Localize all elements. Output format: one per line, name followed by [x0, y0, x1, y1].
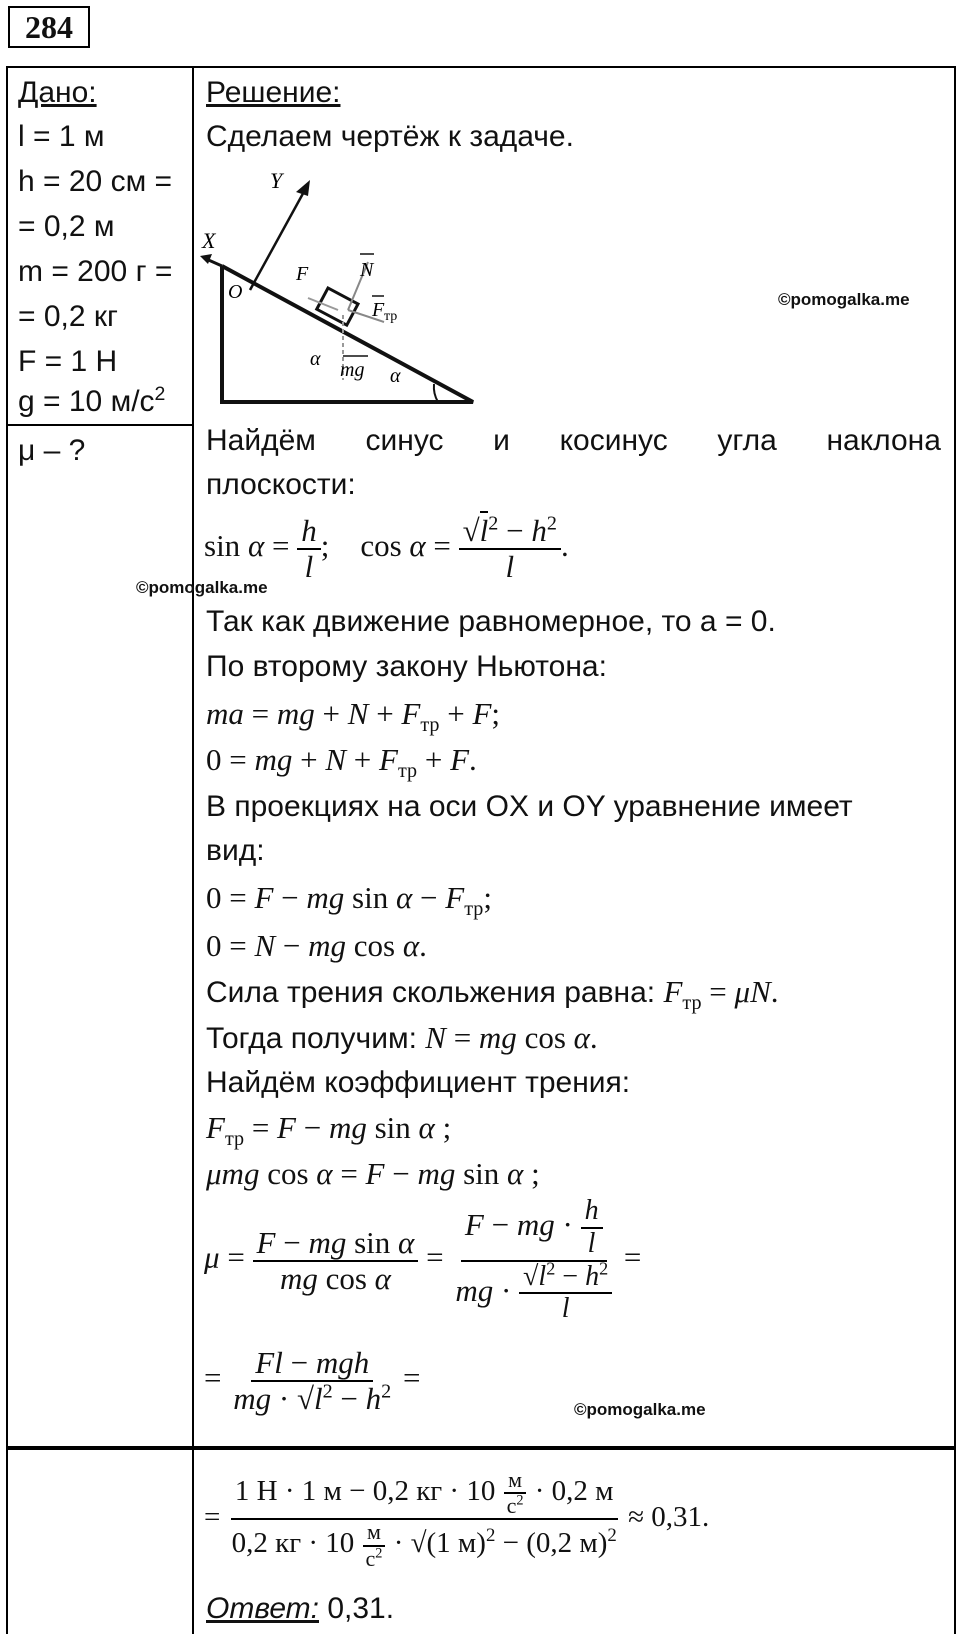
inclined-plane-diagram — [198, 170, 498, 410]
find-quantity: μ – ? — [18, 434, 86, 467]
given-title: Дано: — [18, 76, 97, 109]
table-border-right — [954, 66, 956, 1634]
given-line-3: = 0,2 м — [18, 210, 115, 243]
given-line-5: = 0,2 кг — [18, 300, 118, 333]
problem-number: 284 — [8, 6, 90, 48]
equation-newton: ma = mg + $N + F_{тр} + F$; — [206, 696, 501, 737]
sincos-intro-end: плоскости: — [206, 468, 356, 501]
watermark-2: ©pomogalka.me — [136, 578, 268, 597]
equation-zero: 0 = mg + $N + F_{тр} + F$. — [206, 742, 477, 783]
watermark-1: ©pomogalka.me — [778, 290, 910, 309]
solution-title: Решение: — [206, 76, 341, 109]
answer: Ответ: 0,31. — [206, 1592, 395, 1625]
projection-text-end: вид: — [206, 834, 265, 867]
friction-text: Сила трения скольжения равна: $F_{тр} = \mu N$. — [206, 974, 779, 1015]
label-x: X — [202, 228, 216, 253]
find-coef-text: Найдём коэффициент трения: — [206, 1066, 631, 1099]
y-axis-arrowhead — [296, 180, 310, 196]
given-divider — [6, 424, 194, 426]
equation-mu-step: μmg cos α = F − mg sin α ; — [206, 1156, 540, 1191]
table-border-top — [6, 66, 956, 68]
equation-oy: 0 = N − mg cos α. — [206, 928, 427, 963]
label-f: F — [296, 263, 309, 285]
x-axis-arrowhead — [200, 254, 212, 264]
label-alpha-block: α — [310, 348, 321, 370]
watermark-3: ©pomogalka.me — [574, 1400, 706, 1419]
label-ftr: F — [372, 299, 385, 321]
given-line-1: l = 1 м — [18, 120, 105, 153]
equation-ftr: $F_{тр} = F$ − mg sin α ; — [206, 1110, 452, 1151]
given-line-7: g = 10 $м/с^2$ — [18, 383, 166, 418]
label-mg: mg — [340, 359, 365, 381]
label-ftr-sub: тр — [384, 309, 398, 324]
uniform-text: Так как движение равномерное, то a = 0. — [206, 605, 776, 638]
equation-mu-simplified: = $\frac{\text{Fl − mgh}}{mg \cdot √l^2 - h^2}$ = — [204, 1345, 421, 1417]
given-line-2: h = 20 см = — [18, 165, 173, 198]
given-line-4: m = 200 г = — [18, 255, 173, 288]
incline-triangle — [222, 266, 473, 402]
angle-arc — [434, 384, 438, 402]
label-alpha-corner: α — [390, 365, 401, 387]
table-border-left — [6, 66, 8, 1634]
label-o: O — [228, 281, 243, 303]
given-line-6: F = 1 Н — [18, 345, 118, 378]
sincos-intro: Найдём синус и косинус угла наклона — [206, 424, 941, 457]
then-text: Тогда получим: N = mg cos α. — [206, 1020, 598, 1055]
page-divider — [6, 1446, 956, 1450]
projection-text: В проекциях на оси OX и OY уравнение имеет — [206, 790, 853, 823]
draw-text: Сделаем чертёж к задаче. — [206, 120, 574, 153]
equation-mu-numeric: = 1 Н · 1 м − 0,2 кг · 10 $\frac{м}{с^2}$ · 0,2 м 0,2 кг · 10 $\frac{м}{с^2}$ · √(1 м)$^2$ − (0,2 м)$^2$ ≈ 0,31. — [204, 1467, 710, 1571]
equation-ox: 0 = F − mg $\sin \alpha - F_{тр}$; — [206, 880, 492, 921]
label-y: Y — [270, 170, 283, 193]
newton-text: По второму закону Ньютона: — [206, 650, 607, 683]
formula-sin-cos: sin α = $\frac{h}{l}$ ; cos α = $\frac{√l^2 - h^2}{l}$ . — [204, 512, 569, 585]
table-column-divider — [192, 66, 194, 1634]
label-n: N — [360, 259, 374, 281]
equation-mu: μ = $\frac{\text{F − mg sin α}}{\text{mg cos α}}$ = F − mg · $\frac{h}{l}$ mg · $\frac{√l^2 - h^2}{l}$ = — [204, 1195, 642, 1325]
